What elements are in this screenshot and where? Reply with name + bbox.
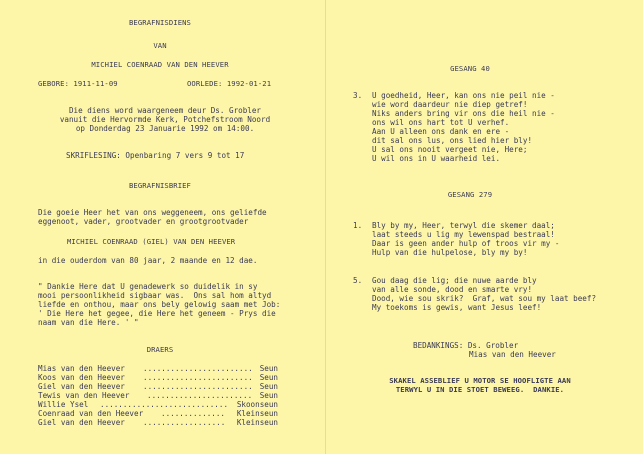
death-date: OORLEDE: 1992-01-21 (187, 79, 272, 88)
quote-line: naam van die Here. ' " (38, 318, 139, 327)
hymn-line: Dood, wie sou skrik? Graf, wat sou my laat beef? (372, 294, 597, 303)
hymn-line: wie word daardeur nie diep getref! (372, 100, 528, 109)
bearer-name: Tewis van den Heever (38, 391, 130, 400)
hymn-line: U goedheid, Heer, kan ons nie peil nie - (372, 91, 555, 100)
bearer-dots: ............................ (100, 400, 229, 409)
acknowledgements-name: Mias van den Heever (469, 350, 556, 359)
service-line: Die diens word waargeneem deur Ds. Grobler (68, 106, 262, 115)
hymn-line: Hulp van die hulpelose, bly my by! (372, 248, 528, 257)
obituary-line: Die goeie Heer het van ons weggeneem, ons geliefde (38, 208, 267, 217)
bearers-heading: DRAERS (146, 345, 174, 354)
birth-date: GEBORE: 1911-11-09 (38, 79, 118, 88)
bearer-role: Kleinseun (236, 418, 278, 427)
quote-line: liefde en onthou, maar ons bely gelowig saam met Job: (38, 300, 281, 309)
headlights-notice: SKAKEL ASSEBLIEF U MOTOR SE HOOFLIGTE AAN (389, 376, 571, 385)
bearer-role: Kleinseun (236, 409, 278, 418)
headlights-notice: TERWYL U IN DIE STOET BEWEEG. DANKIE. (395, 385, 565, 394)
bearer-role: Seun (259, 364, 278, 373)
bearer-dots: ........................ (143, 373, 253, 382)
bearer-name: Mias van den Heever (38, 364, 125, 373)
hymn-line: My toekoms is gewis, want Jesus leef! (372, 303, 542, 312)
quote-line: mooi persoonlikheid sigbaar was. Ons sal hom altyd (38, 291, 272, 300)
hymn-40-title: GESANG 40 (450, 64, 490, 73)
quote-line: ' Die Here het gegee, die Here het geneem - Prys die (38, 309, 276, 318)
bearer-name: Coenraad van den Heever (38, 409, 144, 418)
van-label: VAN (153, 41, 167, 50)
page-fold (325, 0, 326, 454)
hymn-line: laat steeds u lig my lewenspad bestraal! (372, 230, 555, 239)
bearer-dots: ........................ (143, 364, 253, 373)
obituary-heading: BEGRAFNISBRIEF (129, 181, 191, 190)
hymn-279-verse-number: 5. (353, 276, 363, 285)
scripture-reading: SKRIFLESING: Openbaring 7 vers 9 tot 17 (66, 151, 245, 160)
bearer-name: Giel van den Heever (38, 418, 125, 427)
quote-line: " Dankie Here dat U genadewerk so duidelik in sy (38, 282, 258, 291)
hymn-279-verse-number: 1. (353, 221, 363, 230)
bearer-name: Willie Ysel (38, 400, 89, 409)
bearer-dots: ....................... (147, 391, 253, 400)
hymn-line: Bly by my, Heer, terwyl die skemer daal; (372, 221, 555, 230)
hymn-40-verse-number: 3. (353, 91, 363, 100)
bearer-dots: ........................ (143, 382, 253, 391)
bearer-role: Seun (259, 391, 278, 400)
bearer-name: Koos van den Heever (38, 373, 125, 382)
hymn-line: U wil ons in U waarheid lei. (372, 154, 501, 163)
acknowledgements-line: BEDANKINGS: Ds. Grobler (413, 341, 519, 350)
deceased-full-name: MICHIEL COENRAAD (GIEL) VAN DEN HEEVER (67, 237, 236, 246)
age-line: in die ouderdom van 80 jaar, 2 maande en 12 dae. (38, 256, 258, 265)
hymn-line: van alle sonde, dood en smarte vry! (372, 285, 533, 294)
bearer-role: Seun (259, 373, 278, 382)
service-line: vanuit die Hervormde Kerk, Potchefstroom Noord (59, 115, 271, 124)
bearer-role: Skoonseun (236, 400, 278, 409)
program-heading: BEGRAFNISDIENS (129, 18, 191, 27)
hymn-line: Daar is geen ander hulp of troos vir my - (372, 239, 560, 248)
hymn-line: dit sal ons lus, ons lied hier bly! (372, 136, 533, 145)
bearer-name: Giel van den Heever (38, 382, 125, 391)
hymn-line: U sal ons nooit vergeet nie, Here; (372, 145, 528, 154)
hymn-line: Aan U alleen ons dank en ere - (372, 127, 510, 136)
deceased-name: MICHIEL COENRAAD VAN DEN HEEVER (91, 60, 229, 69)
hymn-line: ons wil ons hart tot U verhef. (372, 118, 510, 127)
hymn-line: Gou daag die lig; die nuwe aarde bly (372, 276, 537, 285)
hymn-279-title: GESANG 279 (447, 190, 493, 199)
obituary-line: eggenoot, vader, grootvader en grootgrootvader (38, 217, 249, 226)
service-line: op Donderdag 23 Januarie 1992 om 14:00. (75, 124, 255, 133)
bearer-dots: .............. (161, 409, 226, 418)
bearer-role: Seun (259, 382, 278, 391)
hymn-line: Niks anders bring vir ons die heil nie - (372, 109, 555, 118)
bearer-dots: .................. (143, 418, 226, 427)
